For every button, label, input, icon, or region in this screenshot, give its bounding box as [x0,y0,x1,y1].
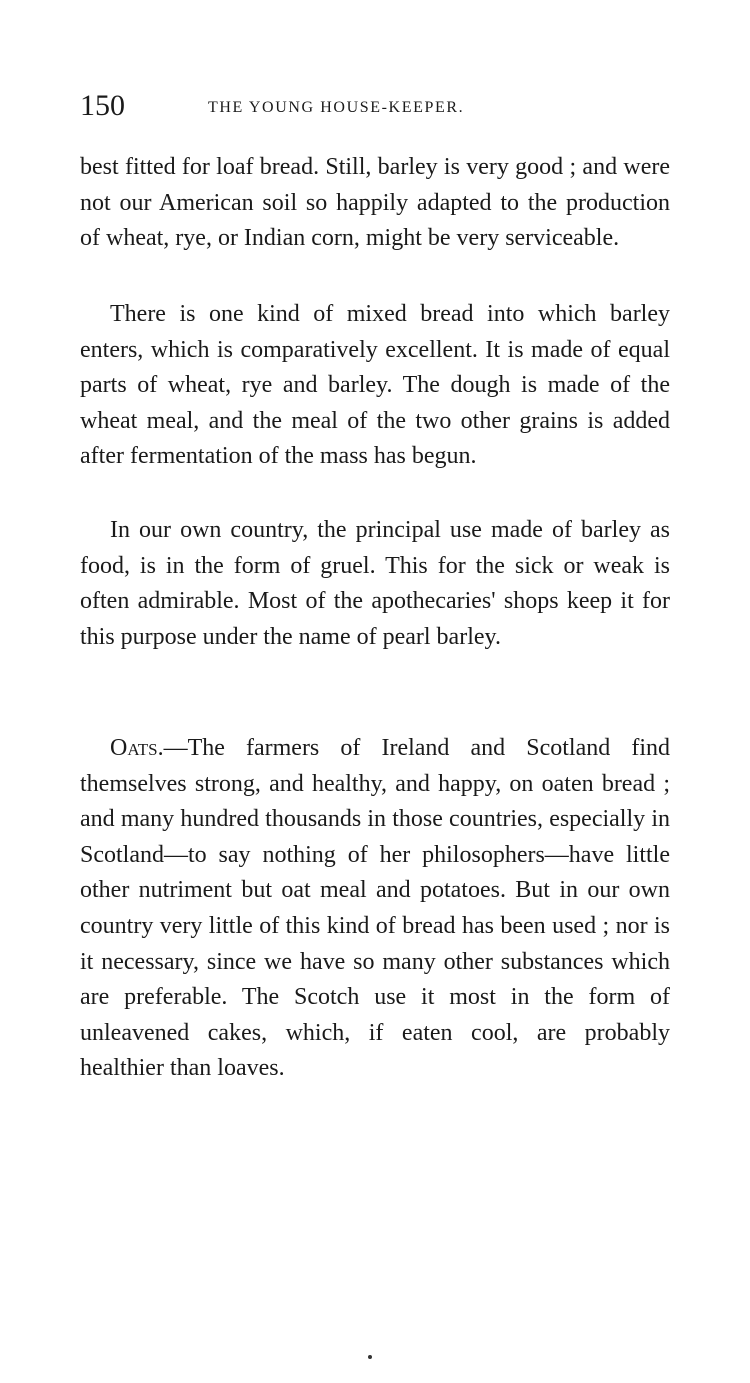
page-header [80,86,680,126]
paragraph-continued: best fitted for loaf bread. Still, barley is very good ; and were not our American soil so happily adapted to the production of wheat, rye, or Indian corn, might be very serviceable. [80,154,670,252]
paragraph-oats [80,731,670,1087]
paragraph-mixed-bread: There is one kind of mixed bread into which barley enters, which is comparatively excellent. It is made of equal parts of wheat, rye and barley. The dough is made of the wheat meal, and the meal of the two other grains is added after fermentation of the mass has begun. [80,301,670,470]
oats-heading: Oats. [110,735,164,761]
running-title: THE YOUNG HOUSE-KEEPER. [208,99,465,116]
oats-body: —The farmers of Ireland and Scotland find themselves strong, and healthy, and happy, on oaten bread ; and many hundred thousands in those countries, especially in Scotland—to say nothing of her philosophers—have little other nutriment but oat meal and potatoes. But in our own country very little of this kind of bread has been used ; nor is it necessary, since we have so many other substances which are preferable. The Scotch use it most in the form of unleavened cakes, which, if eaten cool, are probably healthier than loaves. [80,735,670,1082]
paragraph-own-country: In our own country, the principal use made of barley as food, is in the form of gruel. This for the sick or weak is often admirable. Most of the apothecaries' shops keep it for this purpose under the name of pearl barley. [80,517,670,650]
print-mark [368,1355,372,1359]
page-number: 150 [80,89,125,122]
